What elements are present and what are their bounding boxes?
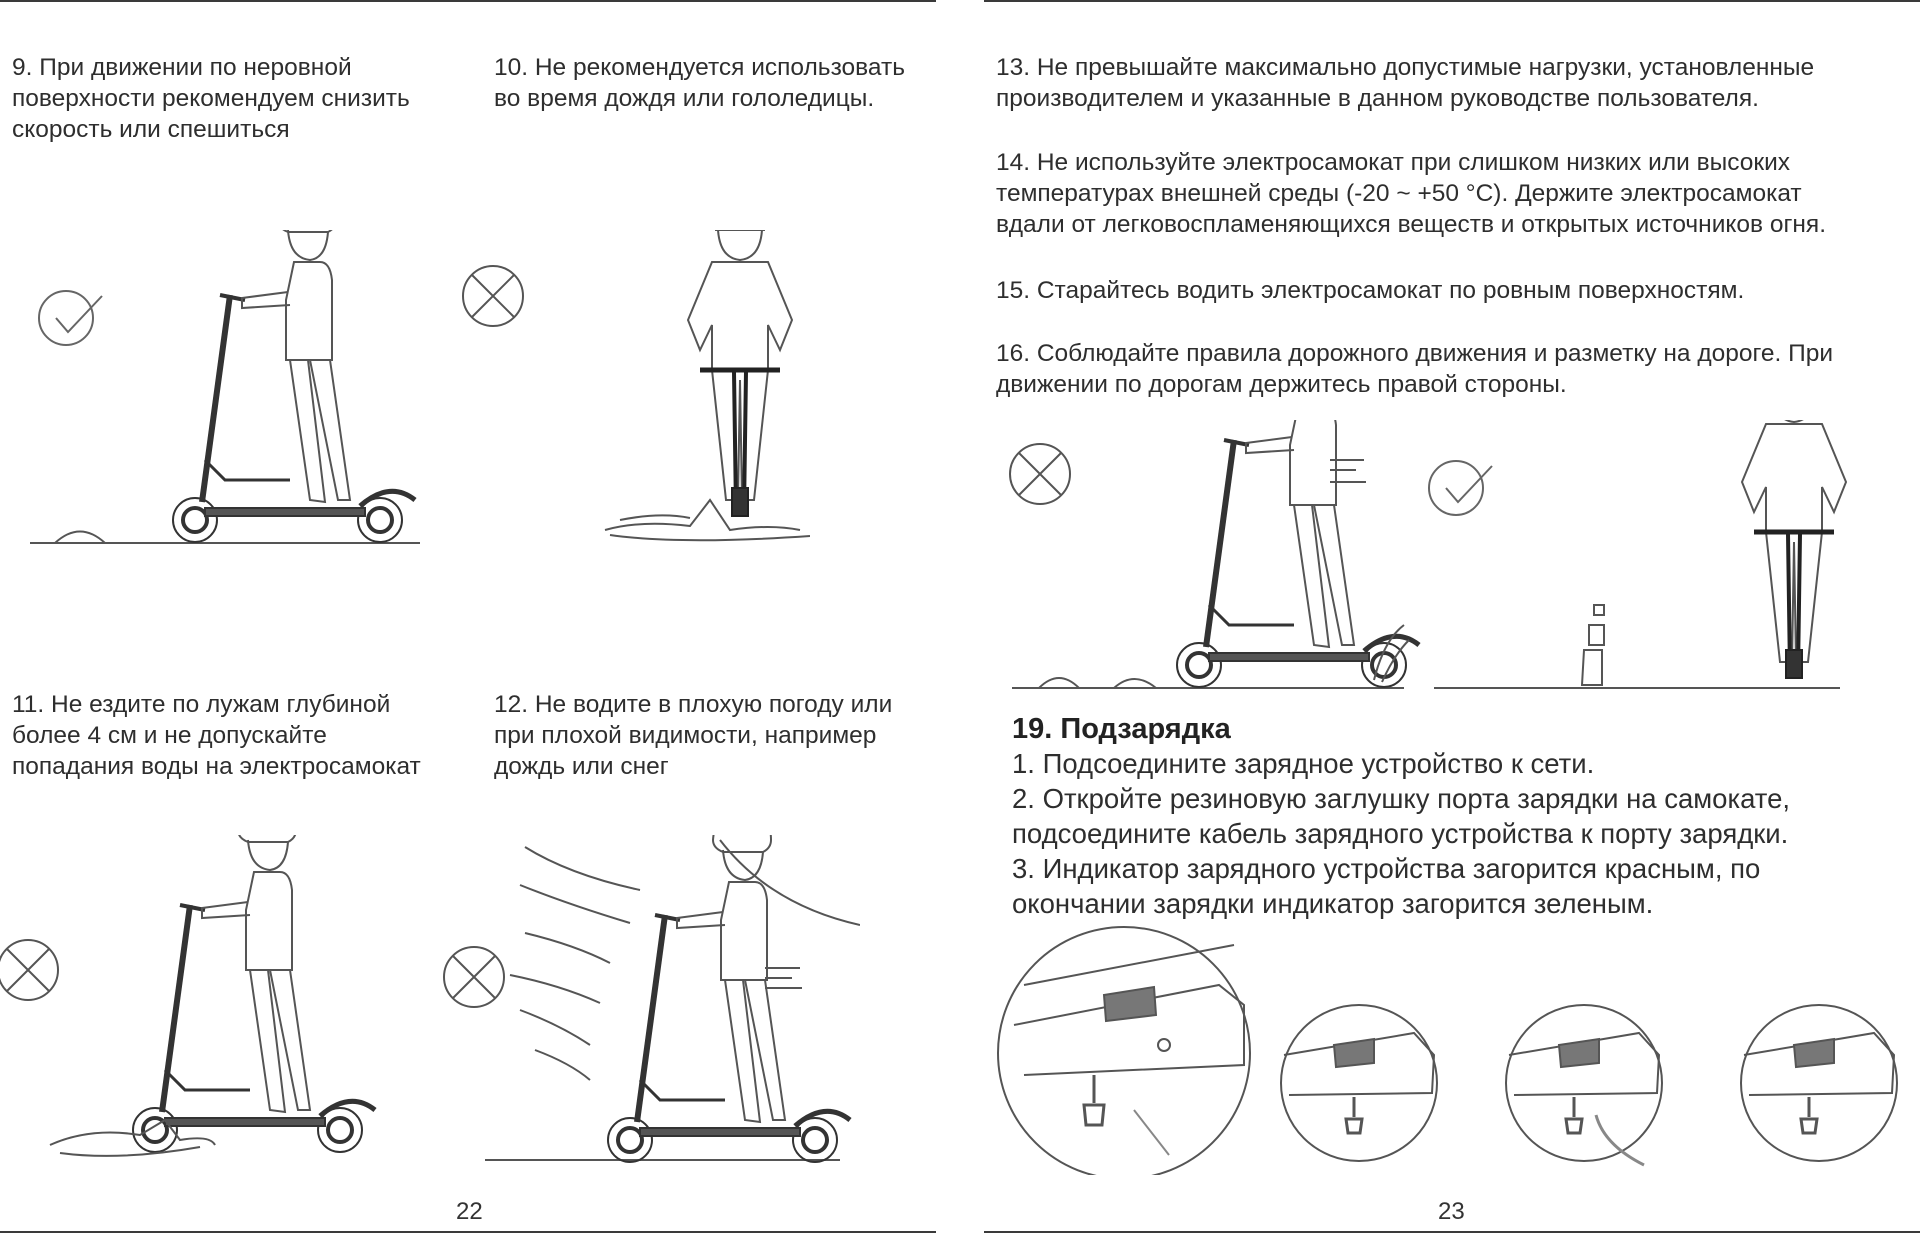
cross-icon [1010,444,1070,504]
instruction-13-text: 13. Не превышайте максимально допустимые нагрузки, установленные производителем и указанные в данном руководстве пользователя. [996,54,1815,112]
charging-steps [1012,746,1790,921]
charge-step-c-illustration [1741,1005,1897,1161]
page-left [0,0,936,1236]
instruction-11-text: 11. Не ездите по лужам глубиной более 4 см и не допускайте попадания воды на электросамокат [12,691,421,780]
top-divider [0,0,936,2]
cross-icon [444,947,504,1007]
charge-step-b-illustration [1506,1005,1662,1165]
instruction-12-text: 12. Не водите в плохую погоду или при плохой видимости, например дождь или снег [494,691,893,780]
charging-step-2: 2. Откройте резиновую заглушку порта зарядки на самокате, [1012,783,1791,814]
check-icon [39,291,102,345]
top-divider [984,0,1920,2]
scooter-rider-illustration [173,230,415,542]
figure-road-rules [984,420,1914,700]
check-icon [1429,461,1492,515]
charging-step-3: 3. Индикатор зарядного устройства загорится красным, по [1012,853,1761,884]
page-number-23: 23 [1438,1198,1465,1225]
cross-icon [463,266,523,326]
charging-step-3-cont: окончании зарядки индикатор загорится зеленым. [1012,888,1654,919]
figure-puddles [0,835,470,1165]
bottom-divider [0,1231,936,1233]
front-scooter-illustration [688,230,792,516]
charge-port-closeup-illustration [998,927,1250,1175]
bottom-divider [984,1231,1920,1233]
cross-icon [0,940,58,1000]
instruction-9-text: 9. При движении по неровной поверхности рекомендуем снизить скорость или спешиться [12,54,410,143]
charging-step-1: 1. Подсоедините зарядное устройство к сети. [1012,748,1595,779]
scooter-rider-illustration [1177,420,1419,687]
page-number-22: 22 [456,1198,483,1225]
page-right [984,0,1920,1236]
instruction-10-text: 10. Не рекомендуется использовать во время дождя или гололедицы. [494,54,905,112]
charging-step-2-cont: подсоедините кабель зарядного устройства к порту зарядки. [1012,818,1789,849]
instruction-15-text: 15. Старайтесь водить электросамокат по ровным поверхностям. [996,277,1745,304]
figure-bad-weather [440,835,860,1165]
front-scooter-illustration [1742,420,1846,678]
instruction-14-text: 14. Не используйте электросамокат при слишком низких или высоких температурах внешней среды (-20 ~ +50 °С). Держите электросамокат вдали от легковоспламеняющихся веществ и открытых источников огня. [996,149,1826,238]
scooter-rider-illustration [608,835,850,1162]
figure-charging-port [984,925,1920,1175]
scooter-rider-illustration [133,835,375,1152]
charge-step-a-illustration [1281,1005,1437,1161]
figure-rain-ice [440,230,810,560]
figure-uneven-surface [0,230,470,560]
instruction-16-text: 16. Соблюдайте правила дорожного движения и разметку на дороге. При движении по дорогам держитесь правой стороны. [996,340,1834,398]
charging-heading: 19. Подзарядка [1012,713,1231,745]
